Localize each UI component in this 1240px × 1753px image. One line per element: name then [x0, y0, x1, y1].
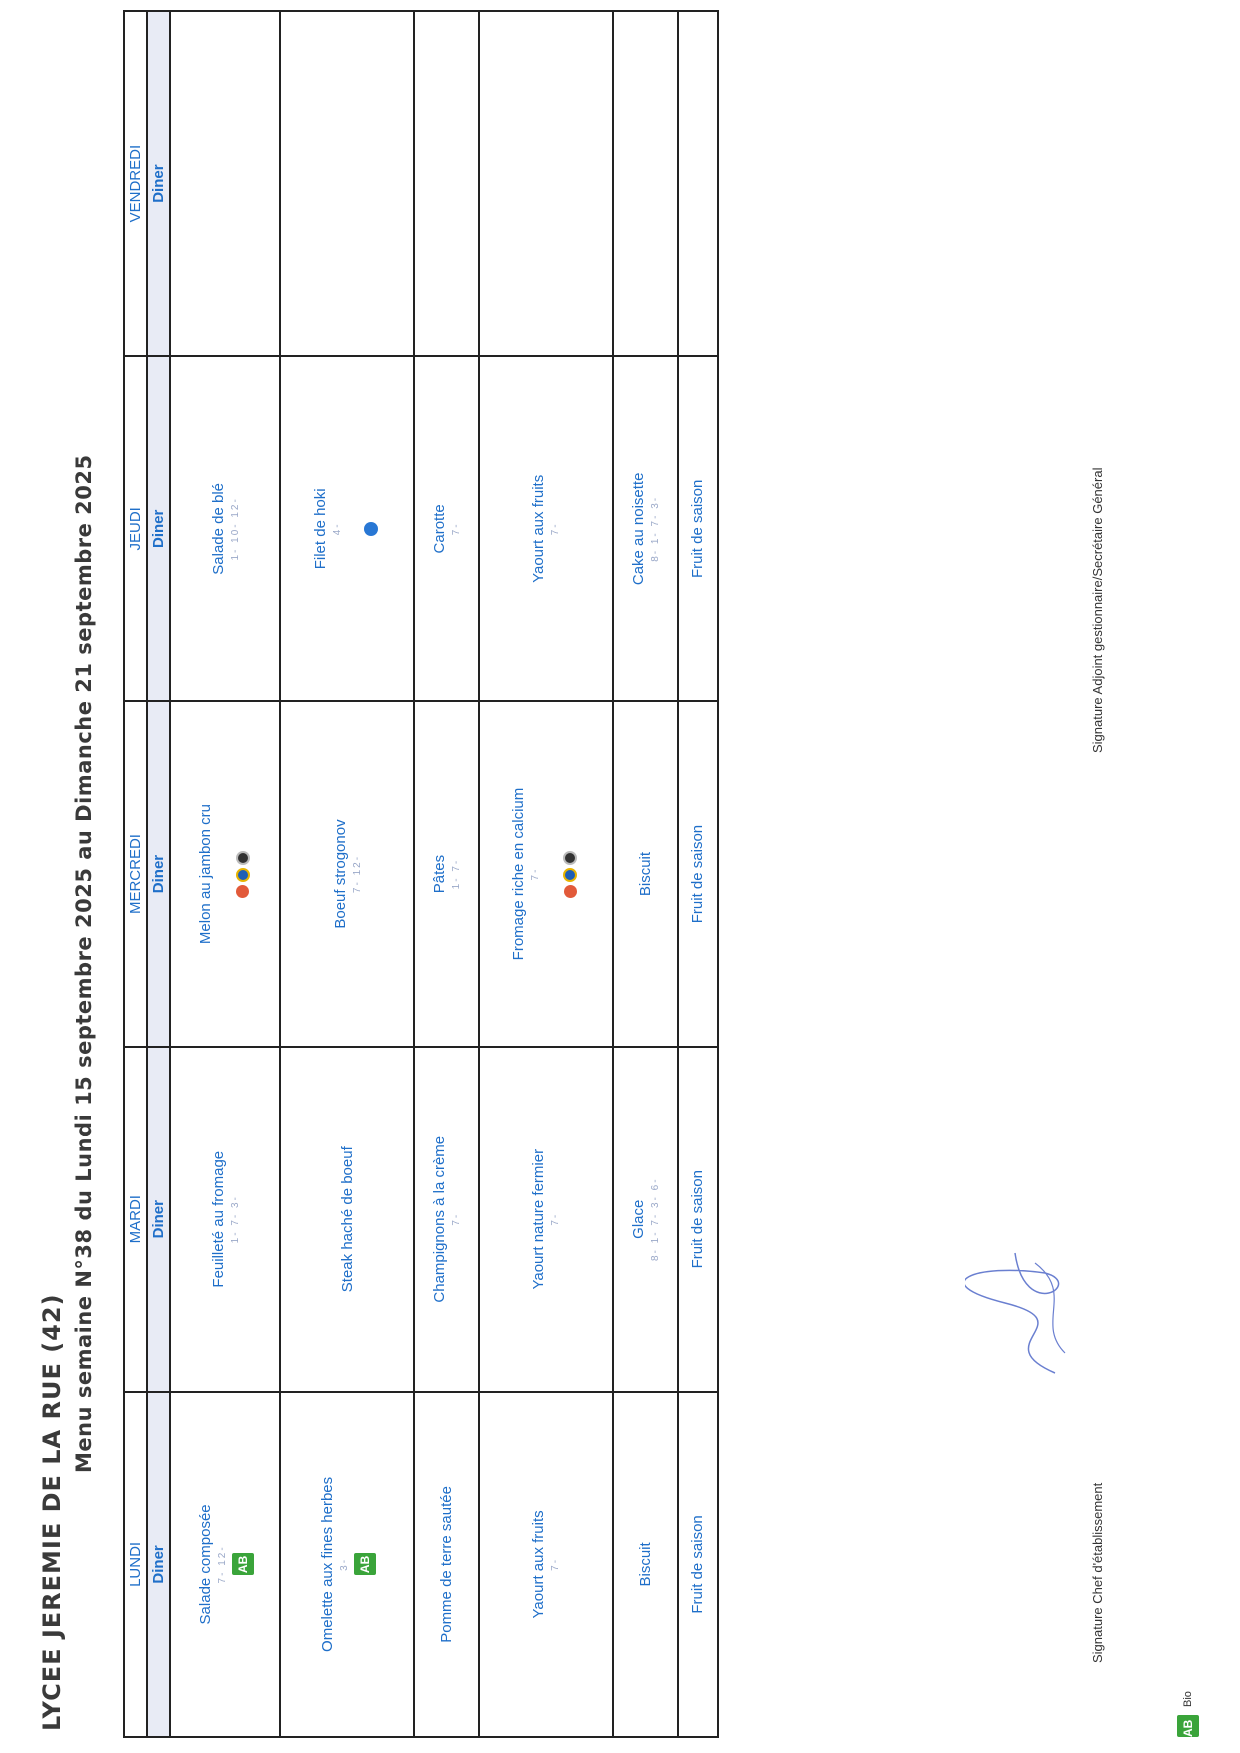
dish-name: Fruit de saison — [689, 824, 707, 924]
bio-logo-icon: AB — [354, 1553, 376, 1575]
dish-name: Champignons à la crème — [430, 1135, 448, 1303]
allergen-codes: 7- — [550, 1557, 562, 1571]
dish-name: Biscuit — [636, 851, 654, 897]
menu-body — [170, 11, 718, 1737]
menu-cell — [479, 356, 613, 701]
allergen-codes: 7- 12- — [216, 1545, 228, 1584]
day-header: MARDI — [124, 1047, 147, 1392]
dish-name: Steak haché de boeuf — [338, 1146, 356, 1293]
school-name: LYCEE JEREMIE DE LA RUE (42) — [38, 1293, 66, 1731]
menu-cell — [613, 356, 678, 701]
allergen-codes: 7- — [530, 867, 542, 881]
allergen-codes: 7- — [450, 1212, 462, 1226]
dish-name: Pâtes — [430, 854, 448, 894]
menu-row — [613, 11, 678, 1737]
menu-cell — [678, 356, 718, 701]
service-label: Diner — [147, 1392, 170, 1737]
menu-row — [479, 11, 613, 1737]
menu-cell — [170, 1047, 280, 1392]
msc-fish-icon — [364, 522, 378, 536]
dish-name: Melon au jambon cru — [196, 804, 214, 945]
menu-cell — [678, 1047, 718, 1392]
dish-name: Omelette aux fines herbes — [318, 1476, 336, 1652]
menu-table — [123, 10, 719, 1738]
menu-row — [170, 11, 280, 1737]
allergen-codes: 8- 1- 7- 3- 6- — [649, 1177, 661, 1262]
menu-cell — [678, 11, 718, 356]
menu-row — [280, 11, 413, 1737]
day-header: LUNDI — [124, 1392, 147, 1737]
dish-name: Yaourt aux fruits — [530, 1510, 548, 1619]
bio-logo-icon: AB — [1177, 1715, 1199, 1737]
menu-cell — [280, 356, 413, 701]
dish-name: Yaourt nature fermier — [530, 1148, 548, 1290]
day-header: MERCREDI — [124, 701, 147, 1046]
allergen-codes: 7- — [550, 522, 562, 536]
menu-cell — [479, 11, 613, 356]
menu-cell — [414, 11, 479, 356]
menu-cell — [479, 701, 613, 1046]
menu-cell — [170, 356, 280, 701]
dish-name: Boeuf strogonov — [331, 819, 349, 929]
bio-logo-icon: AB — [232, 1553, 254, 1575]
service-row — [147, 11, 170, 1737]
menu-cell — [414, 1392, 479, 1737]
menu-cell — [170, 11, 280, 356]
allergen-codes: 8- 1- 7- 3- — [649, 495, 661, 562]
menu-cell — [280, 701, 413, 1046]
menu-cell — [280, 1392, 413, 1737]
allergen-codes: 7- 12- — [351, 854, 363, 894]
dish-name: Glace — [629, 1199, 647, 1239]
dish-name: Filet de hoki — [312, 488, 330, 570]
allergen-codes: 4- — [332, 522, 344, 536]
allergen-codes: 1- 7- — [450, 858, 462, 890]
dish-name: Feuilleté au fromage — [209, 1150, 227, 1288]
menu-cell — [170, 1392, 280, 1737]
day-header: VENDREDI — [124, 11, 147, 356]
dish-name: Cake au noisette — [629, 472, 647, 586]
quality-label-icon — [236, 851, 250, 898]
menu-cell — [613, 11, 678, 356]
signature-right-label: Signature Adjoint gestionnaire/Secrétaire Général — [1090, 467, 1105, 753]
menu-cell — [414, 1047, 479, 1392]
allergen-codes: 3- — [338, 1557, 350, 1571]
dish-name: Fruit de saison — [689, 479, 707, 579]
legend — [1177, 1691, 1199, 1737]
allergen-codes: 7- — [450, 522, 462, 536]
handwritten-signature-icon — [965, 1243, 1095, 1383]
allergen-codes: 1- 10- 12- — [229, 497, 241, 561]
allergen-codes: 7- — [550, 1212, 562, 1226]
dish-name: Pomme de terre sautée — [437, 1486, 455, 1643]
menu-cell — [170, 701, 280, 1046]
menu-cell — [280, 11, 413, 356]
allergen-codes: 1- 7- 3- — [229, 1195, 241, 1244]
dish-name: Salade de blé — [209, 482, 227, 575]
menu-cell — [479, 1047, 613, 1392]
service-label: Diner — [147, 356, 170, 701]
menu-cell — [613, 701, 678, 1046]
menu-cell — [414, 701, 479, 1046]
dish-name: Salade composée — [196, 1504, 214, 1625]
quality-label-icon — [563, 851, 577, 898]
dish-name: Fruit de saison — [689, 1170, 707, 1269]
menu-row — [414, 11, 479, 1737]
dish-name: Carotte — [430, 504, 448, 554]
service-label: Diner — [147, 1047, 170, 1392]
dish-name: Fruit de saison — [689, 1515, 707, 1614]
day-header: JEUDI — [124, 356, 147, 701]
service-label: Diner — [147, 11, 170, 356]
dish-name: Biscuit — [636, 1542, 654, 1587]
menu-cell — [678, 701, 718, 1046]
service-label: Diner — [147, 701, 170, 1046]
signature-left-label: Signature Chef d'établissement — [1090, 1482, 1105, 1663]
menu-cell — [414, 356, 479, 701]
legend-label: Bio — [1182, 1691, 1194, 1707]
menu-cell — [678, 1392, 718, 1737]
menu-row — [678, 11, 718, 1737]
menu-title: Menu semaine N°38 du Lundi 15 septembre 2025 au Dimanche 21 septembre 2025 — [72, 454, 96, 1473]
dish-name: Yaourt aux fruits — [530, 474, 548, 583]
menu-cell — [479, 1392, 613, 1737]
day-header-row — [124, 11, 147, 1737]
menu-cell — [613, 1047, 678, 1392]
menu-cell — [280, 1047, 413, 1392]
menu-cell — [613, 1392, 678, 1737]
dish-name: Fromage riche en calcium — [510, 787, 528, 961]
